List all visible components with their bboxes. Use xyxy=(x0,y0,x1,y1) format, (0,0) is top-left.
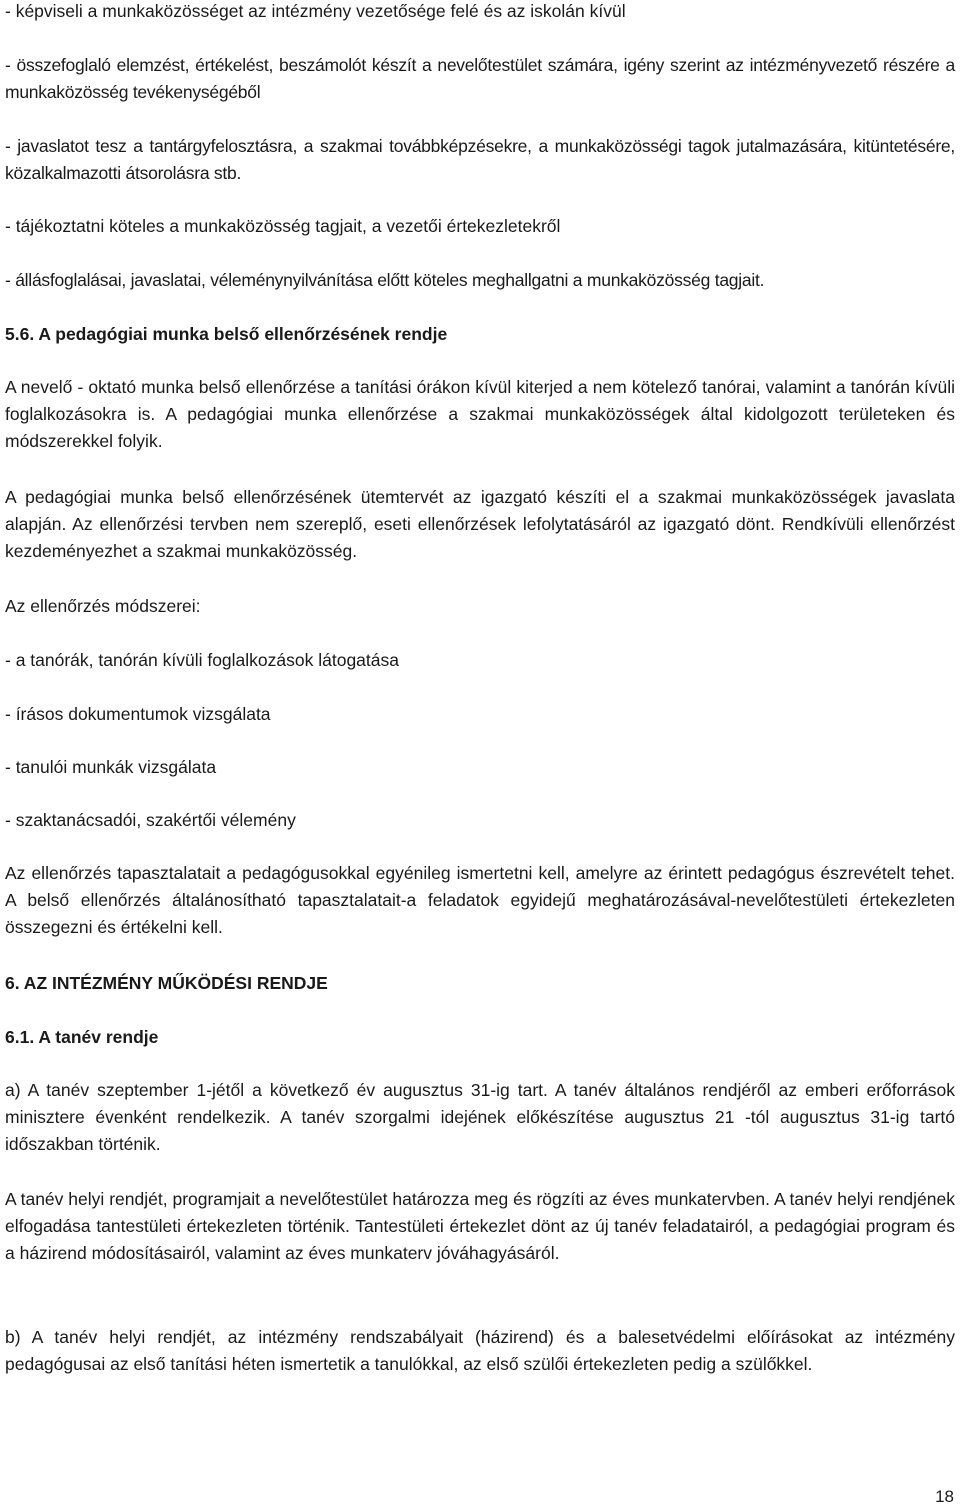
paragraph-school-year-a: a) A tanév szeptember 1-jétől a következő év augusztus 31-ig tart. A tanév általános rendjéről az emberi erőforrások minisztere évenként rendelkezik. A tanév szorgalmi idejének előkészítése augusztus 21 -tól augusztus 31-ig tartó időszakban történik. xyxy=(5,1080,955,1154)
section-heading-6: 6. AZ INTÉZMÉNY MŰKÖDÉSI RENDJE xyxy=(5,973,328,993)
paragraph-school-year-b: b) A tanév helyi rendjét, az intézmény rendszabályait (házirend) és a balesetvédelmi előírásokat az intézmény pedagógusai az első tanítási héten ismertetik a tanulókkal, az első szülői értekezleten pedig a szülőkkel. xyxy=(5,1327,955,1374)
method-expert-opinion: - szaktanácsadói, szakértői vélemény xyxy=(5,810,296,830)
method-documents: - írásos dokumentumok vizsgálata xyxy=(5,704,271,724)
bullet-positions: - állásfoglalásai, javaslatai, véleménynyilvánítása előtt köteles meghallgatni a munkaközösség tagjait. xyxy=(5,270,765,290)
page-number: 18 xyxy=(935,1487,954,1506)
paragraph-control-schedule: A pedagógiai munka belső ellenőrzésének ütemtervét az igazgató készíti el a szakmai munkaközösségek javaslata alapján. Az ellenőrzési tervben nem szereplő, eseti ellenőrzések lefolytatásáról az igazgató dönt. Rendkívüli ellenőrzést kezdeményezhet a szakmai munkaközösség. xyxy=(5,487,955,561)
bullet-summary: - összefoglaló elemzést, értékelést, beszámolót készít a nevelőtestület számára, igény szerint az intézményvezető részére a munkaközösség tevékenységéből xyxy=(5,55,955,102)
paragraph-control-results: Az ellenőrzés tapasztalatait a pedagógusokkal egyénileg ismertetni kell, amelyre az érintett pedagógus észrevételt tehet. A belső ellenőrzés általánosítható tapasztalatait-a feladatok egyidejű meghatározásával-nevelőtestületi értekezleten összegezni és értékelni kell. xyxy=(5,863,955,937)
method-student-work: - tanulói munkák vizsgálata xyxy=(5,757,217,777)
paragraph-control-scope: A nevelő - oktató munka belső ellenőrzése a tanítási órákon kívül kiterjed a nem kötelező tanórai, valamint a tanórán kívüli foglalkozásokra is. A pedagógiai munka ellenőrzése a szakmai munkaközösségek által kidolgozott területeken és módszerekkel folyik. xyxy=(5,377,955,451)
paragraph-local-order: A tanév helyi rendjét, programjait a nevelőtestület határozza meg és rögzíti az éves munkatervben. A tanév helyi rendjének elfogadása tantestületi értekezleten történik. Tantestületi értekezlet dönt az új tanév feladatairól, a pedagógiai program és a házirend módosításairól, valamint az éves munkaterv jóváhagyásáról. xyxy=(5,1189,955,1263)
method-visits: - a tanórák, tanórán kívüli foglalkozások látogatása xyxy=(5,650,399,670)
bullet-proposals: - javaslatot tesz a tantárgyfelosztásra, a szakmai továbbképzésekre, a munkaközösségi tagok jutalmazására, kitüntetésére, közalkalmazotti átsorolásra stb. xyxy=(5,136,955,183)
bullet-inform: - tájékoztatni köteles a munkaközösség tagjait, a vezetői értekezletekről xyxy=(5,216,561,236)
section-heading-5-6: 5.6. A pedagógiai munka belső ellenőrzésének rendje xyxy=(5,324,448,344)
section-heading-6-1: 6.1. A tanév rendje xyxy=(5,1027,159,1047)
methods-intro: Az ellenőrzés módszerei: xyxy=(5,596,201,616)
bullet-represents: - képviseli a munkaközösséget az intézmény vezetősége felé és az iskolán kívül xyxy=(5,1,626,21)
